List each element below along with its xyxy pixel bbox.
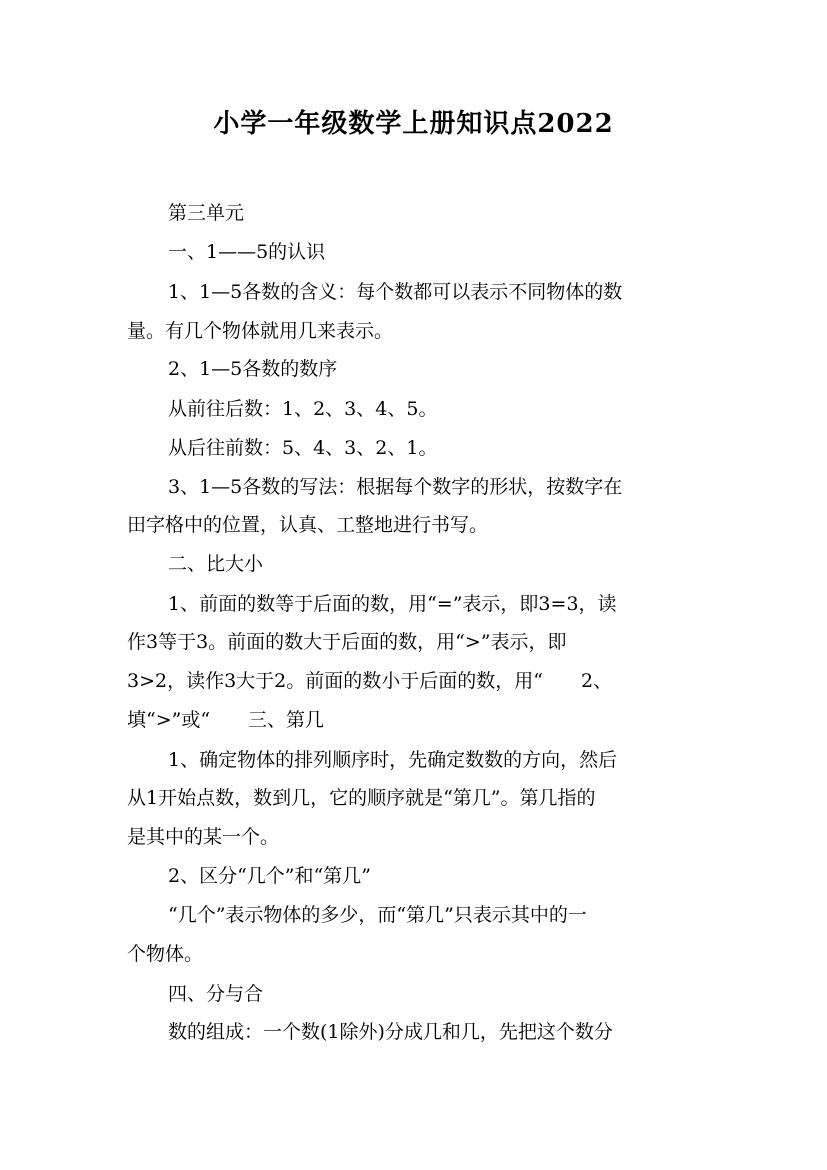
subsection-heading-split-combine: 四、分与合 bbox=[168, 983, 264, 1005]
paragraph-line: 2、区分“几个”和“第几” bbox=[168, 865, 371, 887]
paragraph-line: 2、1—5各数的数序 bbox=[168, 358, 338, 380]
document-title: 小学一年级数学上册知识点2022 bbox=[213, 109, 614, 139]
paragraph-line: 从后往前数：5、4、3、2、1。 bbox=[168, 437, 438, 459]
paragraph-line: 3>2，读作3大于2。前面的数小于后面的数，用“ 2、 bbox=[127, 670, 613, 692]
paragraph-line: 是其中的某一个。 bbox=[127, 826, 280, 848]
subsection-heading-compare: 二、比大小 bbox=[168, 553, 264, 575]
section-heading-unit-3: 第三单元 bbox=[168, 202, 245, 224]
paragraph-line: 1、1—5各数的含义：每个数都可以表示不同物体的数 bbox=[168, 281, 623, 303]
subsection-heading-1-5: 一、1——5的认识 bbox=[168, 241, 326, 263]
paragraph-line: 从1开始点数，数到几，它的顺序就是“第几”。第几指的 bbox=[127, 787, 596, 809]
paragraph-line: 1、前面的数等于后面的数，用“=”表示，即3=3，读 bbox=[168, 593, 617, 615]
paragraph-line: 从前往后数：1、2、3、4、5。 bbox=[168, 398, 438, 420]
paragraph-line: “几个”表示物体的多少，而“第几”只表示其中的一 bbox=[168, 904, 587, 926]
paragraph-line: 数的组成：一个数(1除外)分成几和几，先把这个数分 bbox=[168, 1021, 613, 1043]
paragraph-line: 填“>”或“ 三、第几 bbox=[127, 709, 325, 731]
paragraph-line: 量。有几个物体就用几来表示。 bbox=[127, 320, 394, 342]
paragraph-line: 3、1—5各数的写法：根据每个数字的形状，按数字在 bbox=[168, 476, 623, 498]
paragraph-line: 1、确定物体的排列顺序时，先确定数数的方向，然后 bbox=[168, 749, 618, 771]
paragraph-line: 作3等于3。前面的数大于后面的数，用“>”表示，即 bbox=[127, 631, 567, 653]
paragraph-line: 个物体。 bbox=[127, 943, 204, 965]
paragraph-line: 田字格中的位置，认真、工整地进行书写。 bbox=[127, 514, 489, 536]
